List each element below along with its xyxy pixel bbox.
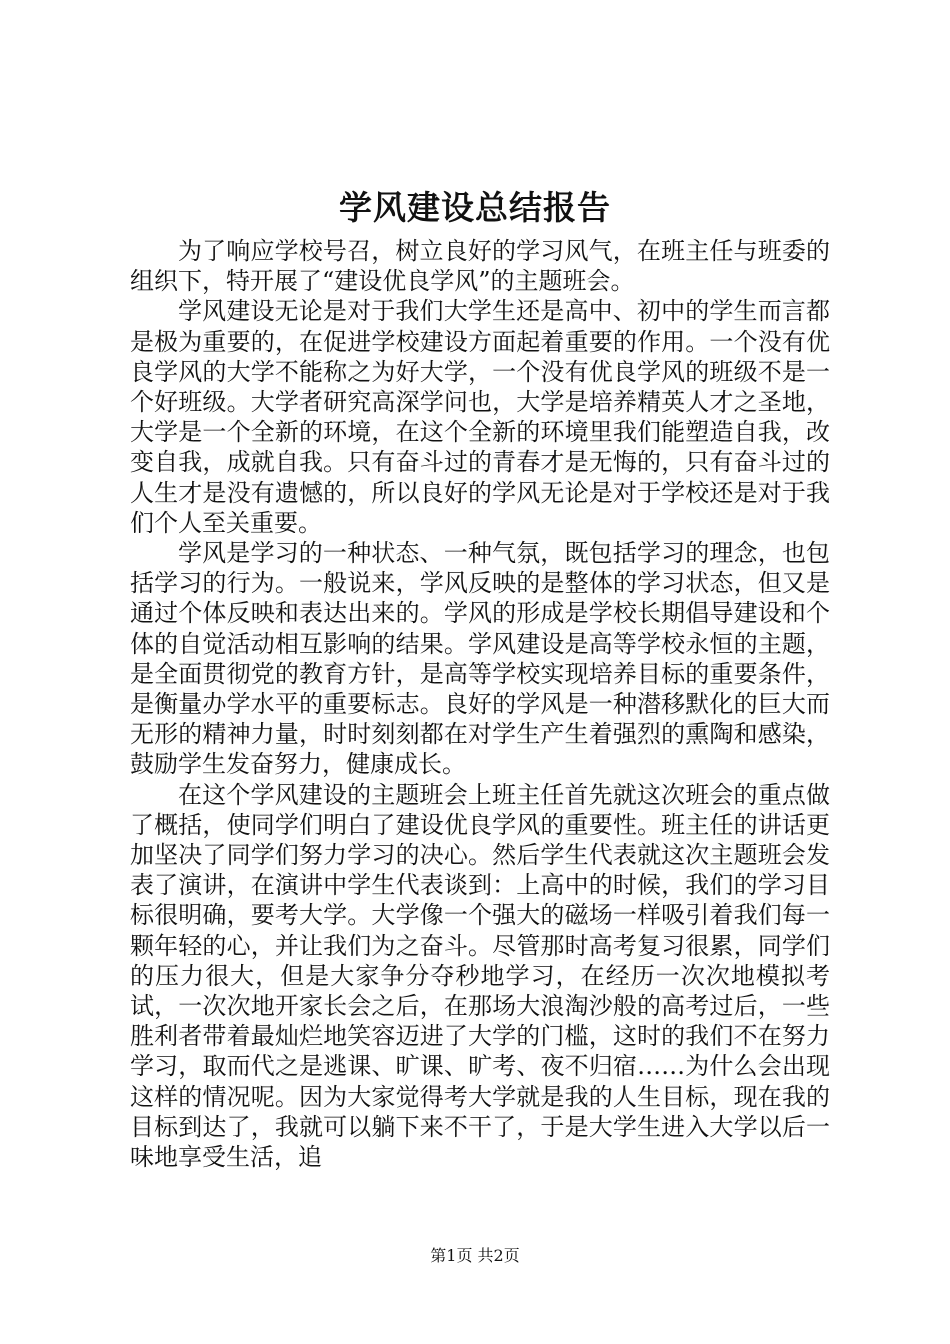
document-body <box>130 236 830 1172</box>
page-footer: 第1页 共2页 <box>430 1246 520 1265</box>
paragraph-4: 在这个学风建设的主题班会上班主任首先就这次班会的重点做了概括，使同学们明白了建设优良学风的重要性。班主任的讲话更加坚决了同学们努力学习的决心。然后学生代表就这次主题班会发表了演讲，在演讲中学生代表谈到：上高中的时候，我们的学习目标很明确，要考大学。大学像一个强大的磁场一样吸引着我们每一颗年轻的心，并让我们为之奋斗。尽管那时高考复习很累，同学们的压力很大，但是大家争分夺秒地学习，在经历一次次地模拟考试，一次次地开家长会之后，在那场大浪淘沙般的高考过后，一些胜利者带着最灿烂地笑容迈进了大学的门槛，这时的我们不在努力学习，取而代之是逃课、旷课、旷考、夜不归宿……为什么会出现这样的情况呢。因为大家觉得考大学就是我的人生目标，现在我的目标到达了，我就可以躺下来不干了，于是大学生进入大学以后一味地享受生活，追 <box>130 780 830 1172</box>
paragraph-2: 学风建设无论是对于我们大学生还是高中、初中的学生而言都是极为重要的，在促进学校建设方面起着重要的作用。一个没有优良学风的大学不能称之为好大学，一个没有优良学风的班级不是一个好班级。大学者研究高深学问也，大学是培养精英人才之圣地，大学是一个全新的环境，在这个全新的环境里我们能塑造自我，改变自我，成就自我。只有奋斗过的青春才是无悔的，只有奋斗过的人生才是没有遗憾的，所以良好的学风无论是对于学校还是对于我们个人至关重要。 <box>130 297 830 537</box>
document-title: 学风建设总结报告 <box>339 188 611 227</box>
paragraph-1: 为了响应学校号召，树立良好的学习风气，在班主任与班委的组织下，特开展了“建设优良学风”的主题班会。 <box>130 237 830 296</box>
paragraph-3: 学风是学习的一种状态、一种气氛，既包括学习的理念，也包括学习的行为。一般说来，学风反映的是整体的学习状态，但又是通过个体反映和表达出来的。学风的形成是学校长期倡导建设和个体的自觉活动相互影响的结果。学风建设是高等学校永恒的主题，是全面贯彻党的教育方针，是高等学校实现培养目标的重要条件，是衡量办学水平的重要标志。良好的学风是一种潜移默化的巨大而无形的精神力量，时时刻刻都在对学生产生着强烈的熏陶和感染，鼓励学生发奋努力，健康成长。 <box>130 539 830 779</box>
